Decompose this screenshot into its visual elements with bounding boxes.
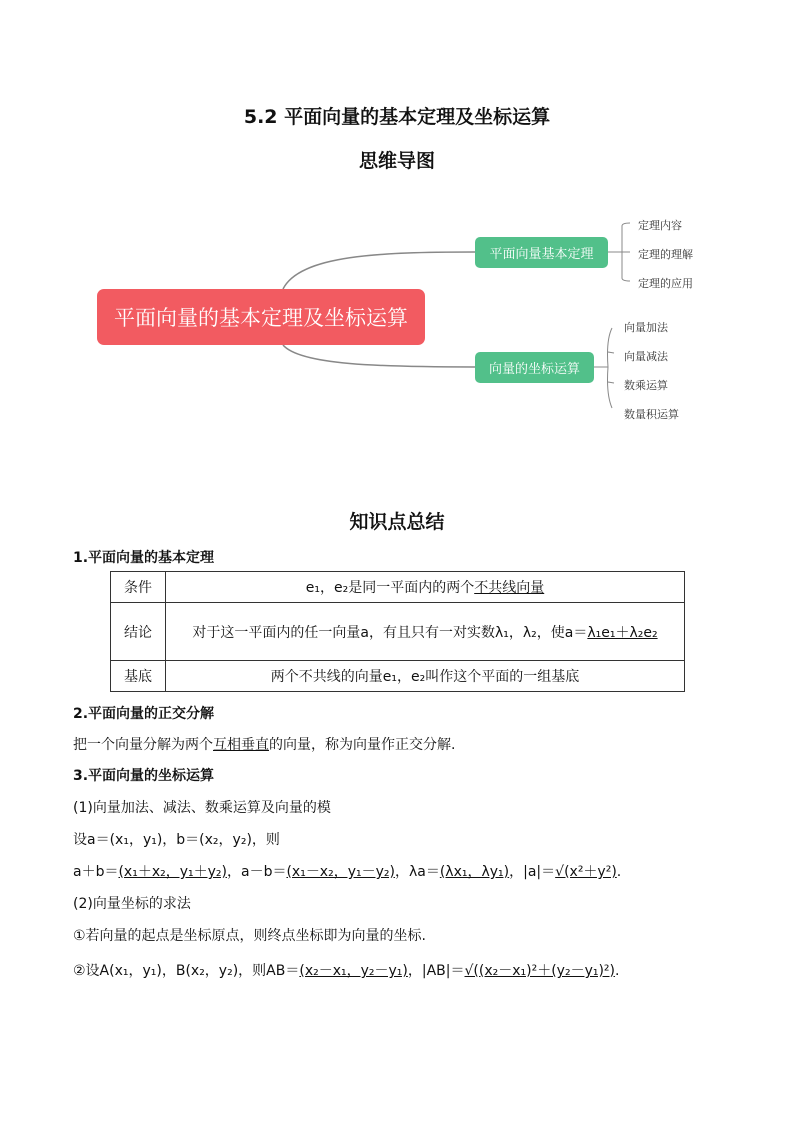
text-segment: ，λa＝	[394, 864, 440, 880]
answer-underlined: √(x²＋y²)	[555, 864, 617, 880]
answer-underlined: (λx₁，λy₁)	[439, 864, 510, 880]
table-key: 条件	[111, 572, 166, 603]
answer-underlined: (x₁－x₂，y₁－y₂)	[286, 864, 395, 880]
table-row	[111, 572, 685, 603]
answer-underlined: 互相垂直	[213, 737, 269, 753]
text-segment: ，a－b＝	[226, 864, 287, 880]
mindmap-leaf: 数乘运算	[624, 379, 668, 392]
answer-underlined: (x₁＋x₂，y₁＋y₂)	[118, 864, 227, 880]
mindmap-leaf: 定理内容	[638, 219, 682, 232]
mindmap-leaf: 定理的应用	[638, 277, 693, 290]
section-2-text	[73, 734, 455, 754]
section-3-item2	[73, 960, 619, 980]
section-3-formulas	[73, 861, 621, 881]
section-3-sub1: (1)向量加法、减法、数乘运算及向量的模	[73, 800, 331, 816]
text-segment: ，|AB|＝	[407, 963, 465, 979]
mindmap-leaf: 定理的理解	[638, 248, 693, 261]
mindmap-leaf: 数量积运算	[624, 408, 679, 421]
text-segment: .	[615, 963, 620, 979]
page-title: 5.2 平面向量的基本定理及坐标运算	[243, 106, 551, 128]
answer-underlined: 不共线向量	[474, 580, 545, 596]
table-key: 结论	[111, 603, 166, 661]
answer-underlined: √((x₂－x₁)²＋(y₂－y₁)²)	[464, 963, 616, 979]
table-key: 基底	[111, 661, 166, 692]
text-segment: ②设A(x₁，y₁)，B(x₂，y₂)，则AB＝	[73, 963, 300, 979]
section-3-sub2: (2)向量坐标的求法	[73, 896, 191, 912]
mindmap-leaf: 向量加法	[624, 321, 668, 334]
text-segment: e₁，e₂是同一平面内的两个	[305, 580, 475, 596]
answer-underlined: (x₂－x₁，y₂－y₁)	[299, 963, 408, 979]
section-2-title: 2.平面向量的正交分解	[73, 706, 215, 722]
mindmap-leaf: 向量减法	[624, 350, 668, 363]
mindmap-root-node: 平面向量的基本定理及坐标运算	[97, 289, 425, 345]
text-segment: 的向量，称为向量作正交分解.	[269, 737, 456, 753]
table-value: 两个不共线的向量e₁，e₂叫作这个平面的一组基底	[166, 661, 685, 692]
table-row	[111, 603, 685, 661]
mindmap-branch-coordinate-ops: 向量的坐标运算	[475, 352, 594, 383]
text-segment: ，|a|＝	[509, 864, 556, 880]
section-3-title: 3.平面向量的坐标运算	[73, 768, 215, 784]
mindmap-branch-basic-theorem: 平面向量基本定理	[475, 237, 608, 268]
text-segment: a＋b＝	[73, 864, 119, 880]
section-3-item1: ①若向量的起点是坐标原点，则终点坐标即为向量的坐标.	[73, 928, 426, 944]
text-segment: 把一个向量分解为两个	[73, 737, 213, 753]
table-value	[166, 572, 685, 603]
text-segment: .	[616, 864, 622, 880]
section-3-line1: 设a＝(x₁，y₁)，b＝(x₂，y₂)，则	[73, 832, 280, 848]
mindmap-heading: 思维导图	[358, 150, 435, 172]
table-value	[166, 603, 685, 661]
section-1-title: 1.平面向量的基本定理	[73, 550, 215, 566]
summary-heading: 知识点总结	[349, 511, 445, 533]
theorem-table	[110, 571, 685, 692]
answer-underlined: λ₁e₁＋λ₂e₂	[587, 624, 658, 641]
text-segment: 对于这一平面内的任一向量a，有且只有一对实数λ₁，λ₂，使a＝	[192, 624, 588, 641]
table-row	[111, 661, 685, 692]
